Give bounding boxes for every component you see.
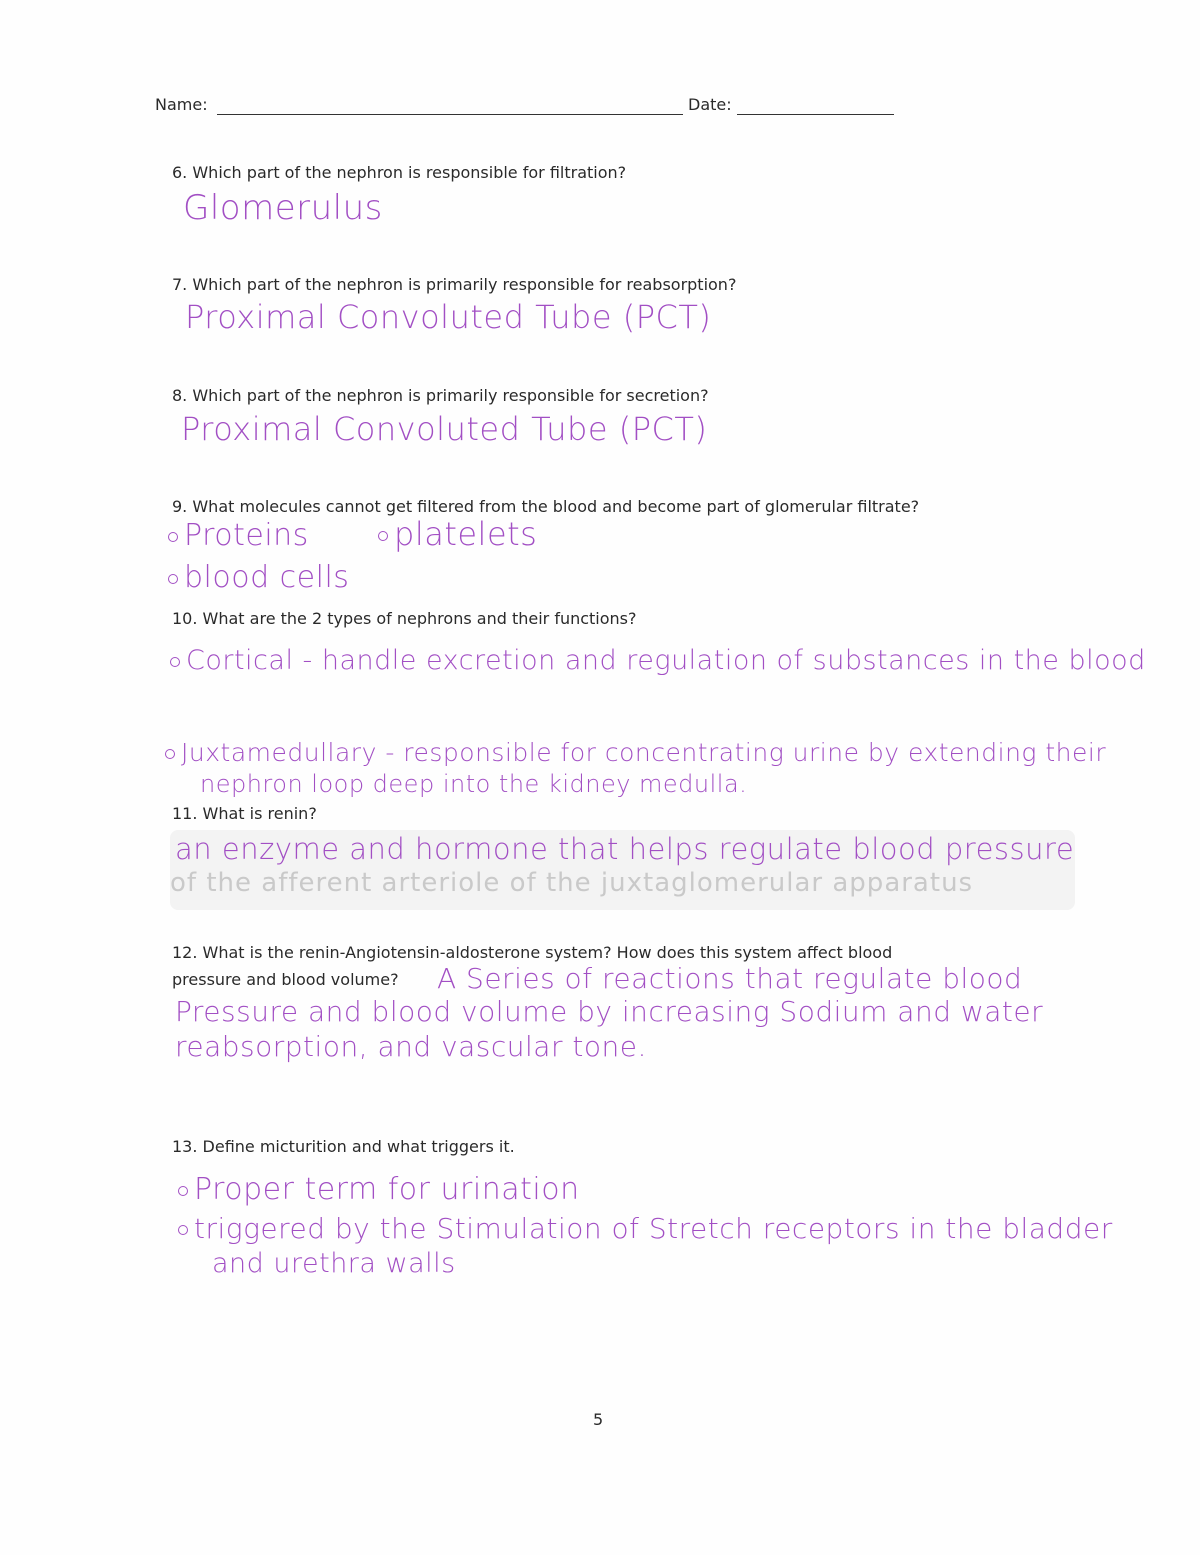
name-label: Name: (155, 95, 208, 114)
answer-10-juxtamedullary-cont: nephron loop deep into the kidney medulla. (200, 770, 748, 798)
answer-8: Proximal Convoluted Tube (PCT) (181, 410, 708, 448)
date-label: Date: (688, 95, 732, 114)
answer-13-trigger: triggered by the Stimulation of Stretch receptors in the bladder (178, 1212, 1113, 1245)
page-number: 5 (593, 1410, 604, 1429)
question-12-line1: 12. What is the renin-Angiotensin-aldosterone system? How does this system affect blood (172, 943, 893, 962)
answer-10-cortical: Cortical - handle excretion and regulation of substances in the blood (170, 645, 1146, 676)
answer-13-term: Proper term for urination (178, 1172, 580, 1207)
bullet-icon (178, 1225, 188, 1235)
answer-6: Glomerulus (183, 188, 383, 228)
answer-9-proteins: Proteins (168, 518, 309, 553)
name-line (217, 114, 683, 115)
bullet-icon (165, 749, 175, 759)
bullet-icon (168, 532, 178, 542)
bullet-icon (378, 531, 388, 541)
answer-13-trigger-cont: and urethra walls (212, 1248, 456, 1279)
question-12-line2: pressure and blood volume? (172, 970, 399, 989)
answer-9-blood-cells: blood cells (168, 560, 349, 595)
answer-11-erased: of the afferent arteriole of the juxtaglomerular apparatus (170, 868, 974, 898)
answer-12-line2: Pressure and blood volume by increasing Sodium and water (175, 995, 1044, 1028)
question-9: 9. What molecules cannot get filtered from the blood and become part of glomerular filtrate? (172, 497, 920, 516)
answer-11: an enzyme and hormone that helps regulate blood pressure (175, 832, 1075, 866)
answer-12-line3: reabsorption, and vascular tone. (175, 1030, 647, 1063)
bullet-icon (170, 657, 180, 667)
answer-12-line1: A Series of reactions that regulate blood (437, 962, 1023, 995)
question-11-text: 11. What is renin? (172, 804, 317, 823)
answer-7: Proximal Convoluted Tube (PCT) (185, 298, 712, 336)
question-13: 13. Define micturition and what triggers it. (172, 1137, 515, 1156)
question-10: 10. What are the 2 types of nephrons and their functions? (172, 609, 637, 628)
date-line (737, 114, 894, 115)
question-8: 8. Which part of the nephron is primarily responsible for secretion? (172, 386, 709, 405)
answer-10-juxtamedullary: Juxtamedullary - responsible for concentrating urine by extending their (165, 738, 1106, 767)
bullet-icon (178, 1186, 188, 1196)
answer-9-platelets: platelets (378, 515, 537, 553)
question-7: 7. Which part of the nephron is primarily responsible for reabsorption? (172, 275, 737, 294)
question-6: 6. Which part of the nephron is responsible for filtration? (172, 163, 627, 182)
bullet-icon (168, 574, 178, 584)
